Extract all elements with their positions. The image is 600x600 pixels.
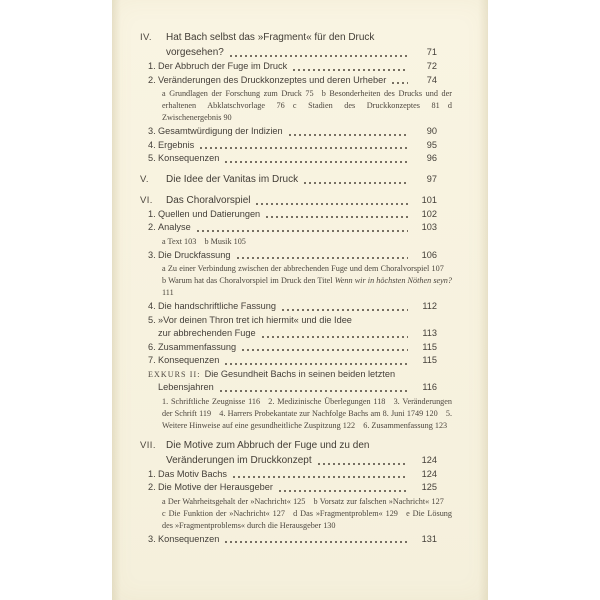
leader-dots <box>282 309 408 311</box>
entry-line <box>158 314 437 328</box>
chapter-title-line <box>166 45 437 60</box>
detail-text: a Zu einer Verbindung zwischen der abbrechenden Fuge und dem Choralvorspiel 107 b Warum hat das Choralvorspiel im Druck den Titel <box>162 264 452 285</box>
page-number: 131 <box>421 533 437 544</box>
entry-text: Die handschriftliche Fassung <box>158 301 276 311</box>
entry-text: Die Motive der Herausgeber <box>158 482 273 492</box>
leader-dots <box>256 203 408 205</box>
entry-text: Analyse <box>158 222 191 232</box>
entry-text: Der Abbruch der Fuge im Druck <box>158 61 288 71</box>
entry-text: Lebensjahren <box>158 382 214 392</box>
page-number: 90 <box>426 126 437 136</box>
entry-number: 2. <box>148 222 156 232</box>
page-number: 95 <box>426 139 437 150</box>
chapter-title-text: Die Idee der Vanitas im Druck <box>166 173 299 185</box>
page-number: 115 <box>422 355 437 365</box>
entry-line <box>158 125 437 139</box>
toc-entry <box>140 208 437 222</box>
excursus-label: EXKURS II: <box>148 369 201 379</box>
detail-text: 1. Schriftliche Zeugnisse 116 2. Medizinische Überlegungen 118 3. Veränderungen der Schrift 119 4. Harrers Probekantate zur Nachfolge Bachs am 8. Juni 1749 120 5. Weitere Hinweise auf eine gesundheitliche Zuspitzung 122 6. Zusammenfassung 123 <box>162 396 452 430</box>
entry-lines <box>158 221 437 235</box>
chapter-title-line <box>166 438 437 453</box>
chapter-title-text: Das Choralvorspiel <box>166 194 251 206</box>
toc-chapter-row <box>140 438 437 468</box>
toc-entry <box>140 533 437 547</box>
leader-dots <box>233 476 408 478</box>
page-number: 97 <box>426 173 437 184</box>
leader-dots <box>230 55 408 57</box>
entry-line <box>158 221 437 235</box>
entry-line <box>158 327 437 341</box>
entry-text: Konsequenzen <box>158 153 220 163</box>
toc-entry <box>140 314 437 341</box>
page-number: 115 <box>422 341 437 352</box>
entry-line <box>158 468 437 482</box>
page-number: 74 <box>426 74 437 85</box>
page-number: 72 <box>426 61 437 71</box>
entry-lines <box>158 341 437 355</box>
leader-dots <box>304 182 408 184</box>
entry-line <box>158 60 437 74</box>
entry-lines <box>158 300 437 314</box>
leader-dots <box>279 490 408 492</box>
chapter-title-text: vorgesehen? <box>166 47 224 58</box>
page-number: 96 <box>426 153 437 163</box>
entry-lines <box>158 74 437 88</box>
page-number: 124 <box>421 454 437 465</box>
detail-block <box>162 88 452 124</box>
entry-number: 2. <box>148 74 156 85</box>
entry-number: 7. <box>148 355 156 365</box>
toc-entry <box>140 60 437 74</box>
chapter-numeral: VII. <box>140 439 156 451</box>
chapter-numeral: VI. <box>140 194 153 206</box>
toc-chapter-row <box>140 30 437 60</box>
entry-number: 1. <box>148 61 156 71</box>
detail-text: a Grundlagen der Forschung zum Druck 75 b Besonderheiten des Drucks und der erhaltenen Abklatschvorlage 76 c Stadien des Druckkonzeptes 81 d Zwischenergebnis 90 <box>162 89 452 122</box>
chapter-title-text: Veränderungen im Druckkonzept <box>166 454 312 466</box>
entry-text: Konsequenzen <box>158 355 220 365</box>
detail-block <box>162 496 452 532</box>
page-number: 103 <box>421 222 437 232</box>
table-of-contents <box>112 0 488 600</box>
entry-line <box>158 152 437 166</box>
leader-dots <box>318 463 408 465</box>
entry-line <box>158 533 437 547</box>
toc-entry <box>140 354 437 368</box>
entry-line <box>158 300 437 314</box>
toc-chapter-row <box>140 193 437 208</box>
chapter-title-line <box>166 453 437 468</box>
entry-text: Das Motiv Bachs <box>158 468 227 479</box>
chapter-title-text: Die Motive zum Abbruch der Fuge und zu den <box>166 439 370 451</box>
detail-block <box>162 236 452 248</box>
entry-lines <box>158 208 437 222</box>
entry-lines <box>158 152 437 166</box>
entry-lines <box>148 368 437 395</box>
entry-number: 5. <box>148 314 156 325</box>
page-number: 102 <box>421 208 437 219</box>
entry-number: 5. <box>148 153 156 163</box>
entry-text: Veränderungen des Druckkonzeptes und deren Urheber <box>158 74 387 85</box>
leader-dots <box>242 349 408 351</box>
entry-lines <box>158 125 437 139</box>
entry-lines <box>158 354 437 368</box>
page-number: 71 <box>426 47 437 57</box>
chapter-lines <box>166 438 437 468</box>
toc-chapter-row <box>140 172 437 187</box>
leader-dots <box>289 134 408 136</box>
toc-entry <box>140 341 437 355</box>
entry-line <box>158 74 437 88</box>
entry-number: 3. <box>148 533 156 544</box>
page-number: 106 <box>421 249 437 260</box>
entry-number: 3. <box>148 249 156 260</box>
detail-block <box>162 396 452 432</box>
entry-text: »Vor deinen Thron tret ich hiermit« und die Idee <box>158 314 352 325</box>
entry-number: 3. <box>148 126 156 136</box>
entry-lines <box>158 533 437 547</box>
chapter-title-line <box>166 193 437 208</box>
entry-text: Gesamtwürdigung der Indizien <box>158 126 283 136</box>
chapter-lines <box>166 30 437 60</box>
entry-lines <box>158 481 437 495</box>
entry-text: Zusammenfassung <box>158 341 237 352</box>
chapter-lines <box>166 172 437 187</box>
entry-number: 1. <box>148 468 156 479</box>
entry-line <box>158 249 437 263</box>
entry-line <box>148 381 437 395</box>
entry-line <box>158 341 437 355</box>
leader-dots <box>200 147 408 149</box>
leader-dots <box>225 161 408 163</box>
entry-text: Konsequenzen <box>158 533 220 544</box>
chapter-title-line <box>166 30 437 45</box>
page-number: 116 <box>422 382 437 392</box>
detail-text: a Der Wahrheitsgehalt der »Nachricht« 125 b Vorsatz zur falschen »Nachricht« 127 c Die Funktion der »Nachricht« 127 d Das »Fragmentproblem« 129 e Die Lösung des »Fragmentproblems« durch die Herausgeber 130 <box>162 496 452 530</box>
book-page <box>112 0 488 600</box>
entry-line <box>158 481 437 495</box>
toc-entry <box>140 139 437 153</box>
toc-section <box>140 193 452 432</box>
toc-section <box>140 30 452 166</box>
toc-entry <box>140 74 437 88</box>
leader-dots <box>293 69 408 71</box>
leader-dots <box>197 230 408 232</box>
chapter-numeral: V. <box>140 173 149 185</box>
entry-text: Die Druckfassung <box>158 249 231 260</box>
entry-lines <box>158 249 437 263</box>
leader-dots <box>237 257 408 259</box>
leader-dots <box>225 363 408 365</box>
entry-line <box>158 354 437 368</box>
detail-block <box>162 263 452 299</box>
chapter-lines <box>166 193 437 208</box>
entry-line <box>158 139 437 153</box>
leader-dots <box>225 541 408 543</box>
entry-lines <box>158 139 437 153</box>
toc-section <box>140 172 437 187</box>
toc-entry <box>140 152 437 166</box>
chapter-title-text: Hat Bach selbst das »Fragment« für den Druck <box>166 32 375 43</box>
entry-text: zur abbrechenden Fuge <box>158 328 256 338</box>
leader-dots <box>220 390 408 392</box>
page-number: 112 <box>422 301 437 311</box>
page-number: 101 <box>421 194 437 205</box>
toc-entry <box>140 249 437 263</box>
chapter-numeral: IV. <box>140 32 152 43</box>
entry-number: 4. <box>148 301 156 311</box>
page-number: 124 <box>421 468 437 479</box>
toc-entry <box>140 481 437 495</box>
toc-entry <box>140 221 437 235</box>
entry-text: Die Gesundheit Bachs in seinen beiden letzten <box>204 368 396 379</box>
entry-lines <box>158 314 437 341</box>
entry-lines <box>158 468 437 482</box>
entry-number: 4. <box>148 139 156 150</box>
toc-entry <box>140 468 437 482</box>
entry-text: Quellen und Datierungen <box>158 208 261 219</box>
toc-entry <box>140 125 437 139</box>
page-number: 125 <box>421 482 437 492</box>
entry-number: 6. <box>148 341 156 352</box>
entry-number: 1. <box>148 208 156 219</box>
entry-line <box>158 208 437 222</box>
entry-number: 2. <box>148 482 156 492</box>
entry-text: Ergebnis <box>158 139 195 150</box>
toc-section <box>140 438 452 547</box>
leader-dots <box>266 216 408 218</box>
entry-lines <box>158 60 437 74</box>
leader-dots <box>262 336 408 338</box>
detail-text: a Text 103 b Musik 105 <box>162 236 246 246</box>
leader-dots <box>392 82 408 84</box>
detail-text: 111 <box>162 288 174 297</box>
entry-line <box>148 368 437 382</box>
toc-excursus-entry <box>140 368 437 395</box>
detail-text: Wenn wir in höchsten Nöthen seyn? <box>334 276 452 285</box>
toc-entry <box>140 300 437 314</box>
chapter-title-line <box>166 172 437 187</box>
page-number: 113 <box>422 328 437 338</box>
